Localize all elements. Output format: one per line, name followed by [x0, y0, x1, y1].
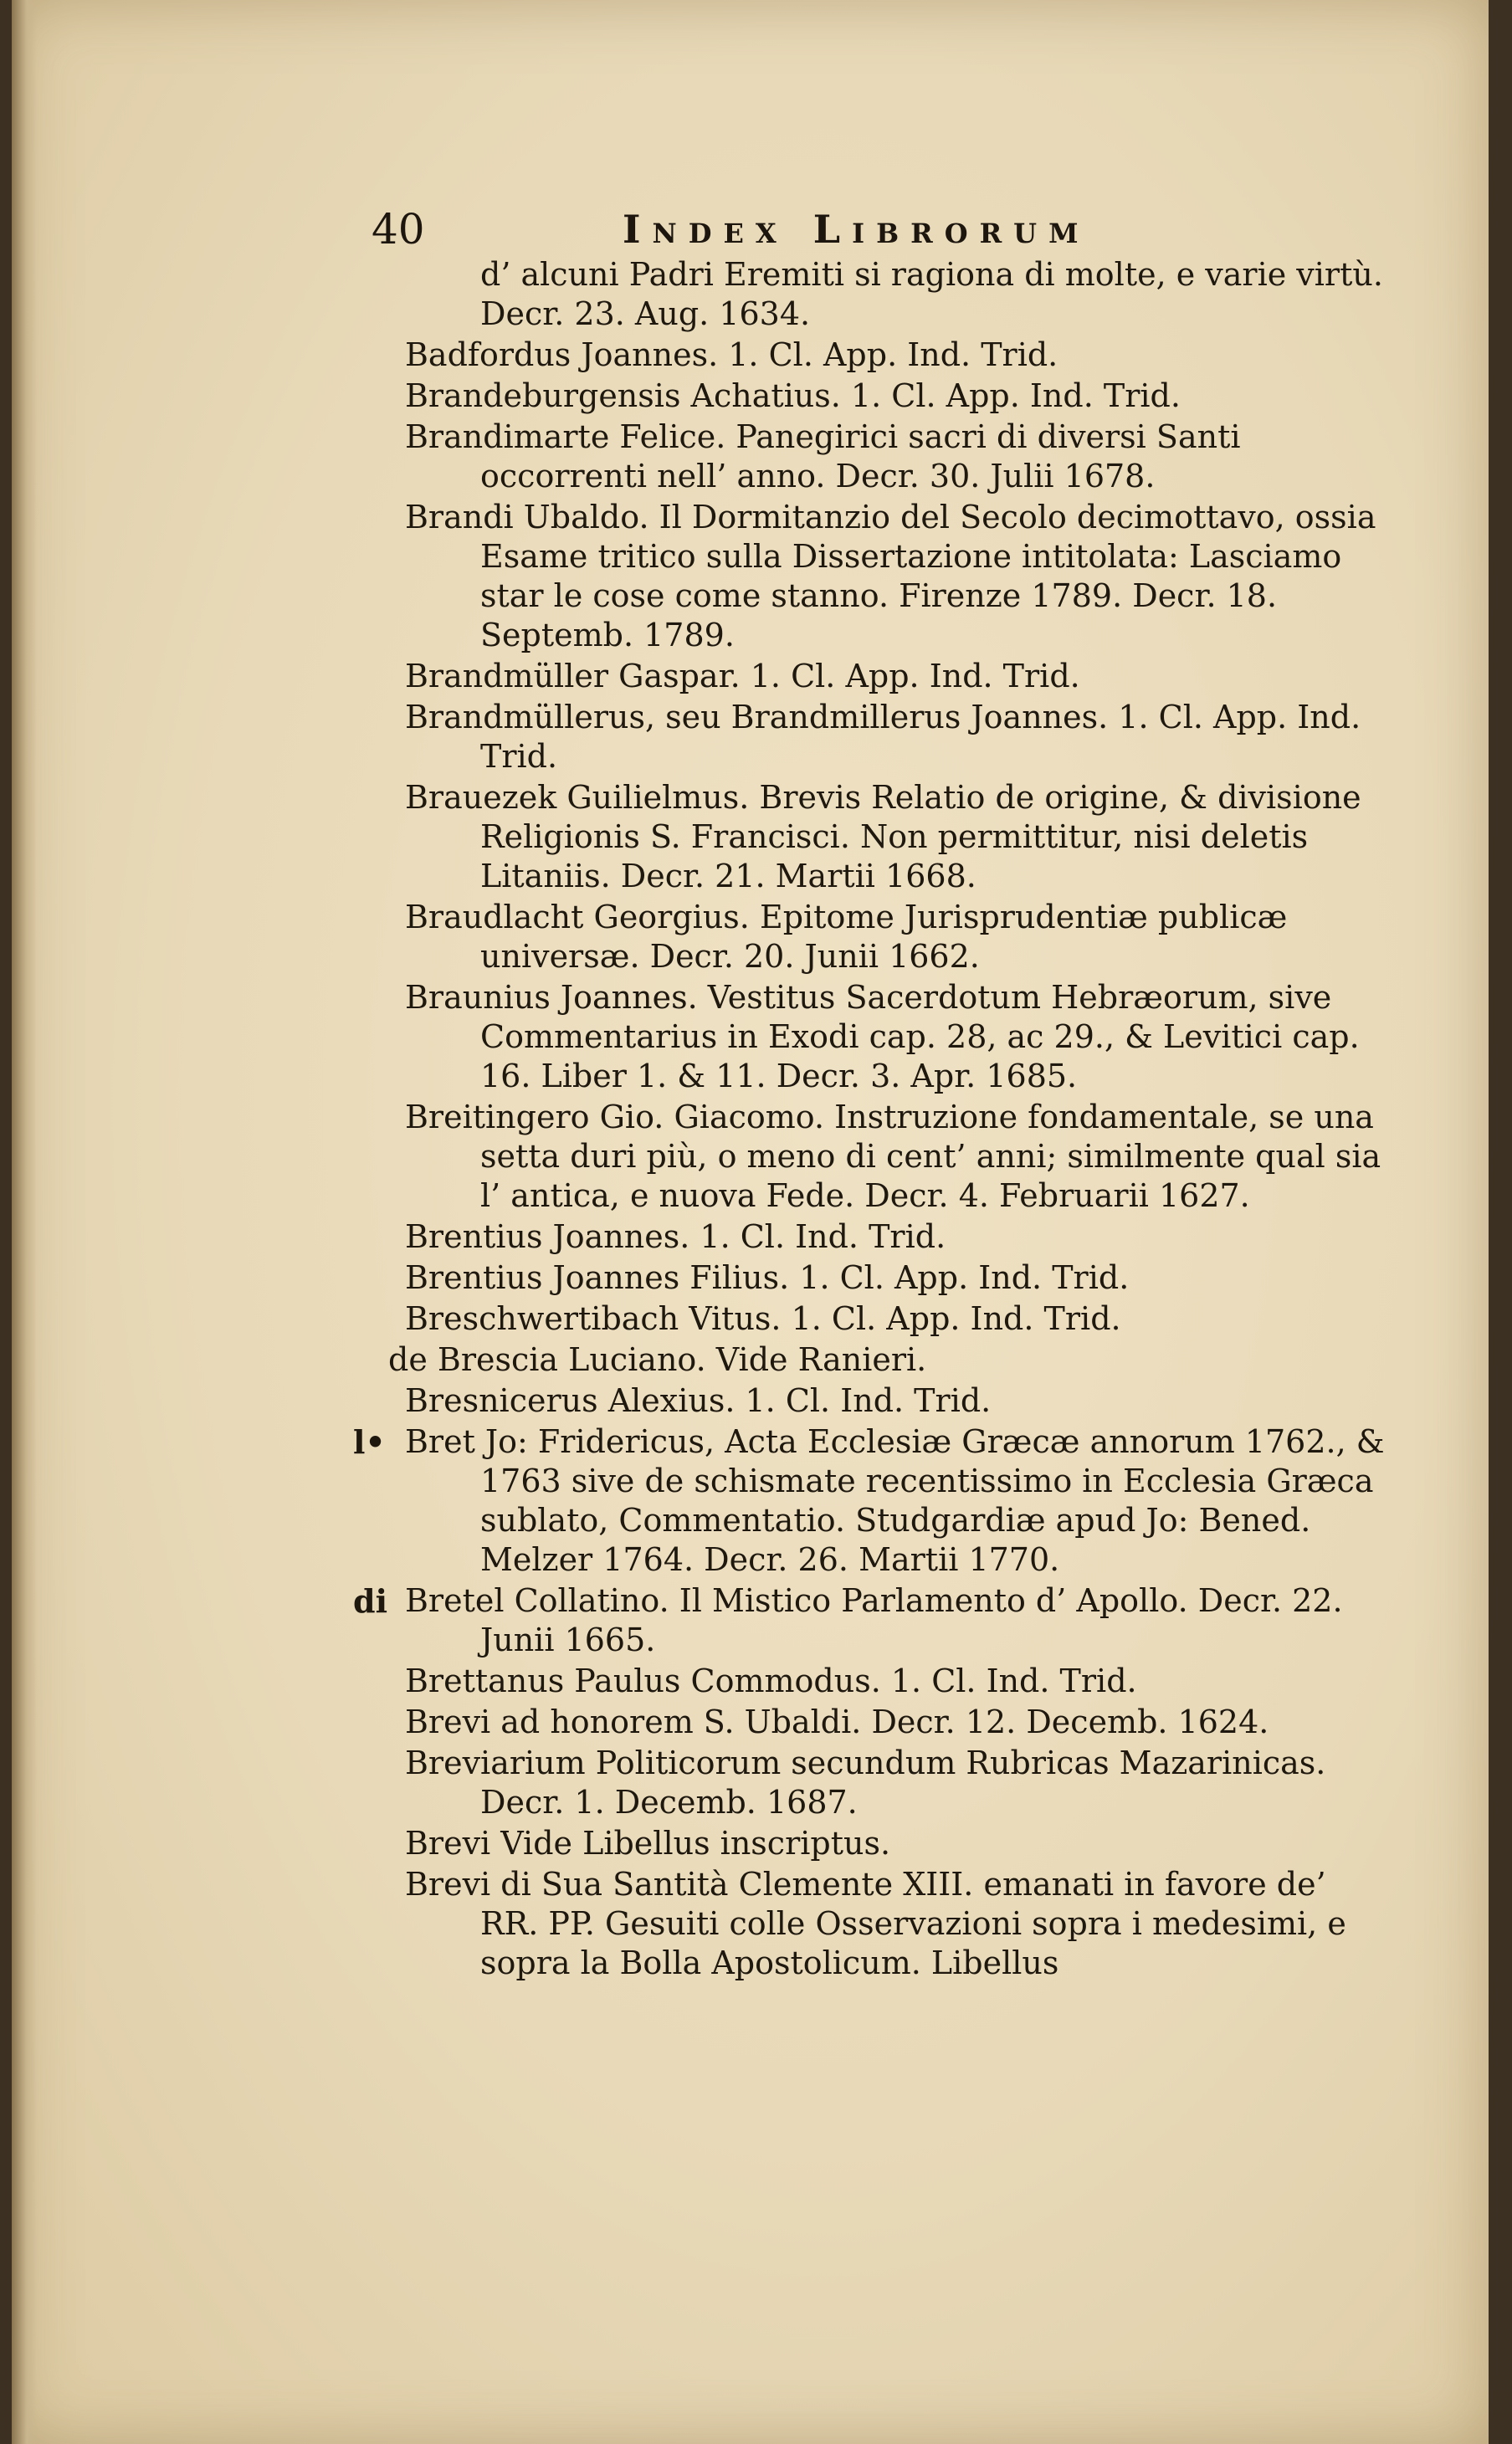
index-entry	[355, 657, 1392, 696]
index-entry	[355, 255, 1392, 334]
index-entry	[355, 778, 1392, 896]
entry-text: Breviarium Politicorum secundum Rubricas Mazarinicas. Decr. 1. Decemb. 1687.	[405, 1745, 1326, 1821]
entry-text: Brandimarte Felice. Panegirici sacri di diversi Santi occorrenti nell’ anno. Decr. 30. Julii 1678.	[405, 418, 1241, 494]
index-entry	[355, 1581, 1392, 1660]
index-entry	[355, 1258, 1392, 1298]
running-title: Index Librorum	[623, 207, 1090, 252]
entry-text: Brandeburgensis Achatius. 1. Cl. App. Ind. Trid.	[405, 377, 1181, 414]
index-entry	[355, 1865, 1392, 1983]
index-entry	[355, 377, 1392, 416]
index-entry	[355, 336, 1392, 375]
index-entries	[355, 255, 1392, 2397]
entry-text: Brandmüller Gaspar. 1. Cl. App. Ind. Trid.	[405, 658, 1080, 694]
margin-annotation: l•	[353, 1423, 386, 1461]
index-entry	[355, 1098, 1392, 1216]
entry-text: Brandi Ubaldo. Il Dormitanzio del Secolo decimottavo, ossia Esame tritico sulla Dissertazione intitolata: Lasciamo star le cose come stanno. Firenze 1789. Decr. 18. Septemb. 1789.	[405, 499, 1376, 653]
entry-text: Brevi di Sua Santità Clemente XIII. emanati in favore de’ RR. PP. Gesuiti colle Osservazioni sopra i medesimi, e sopra la Bolla Apostolicum. Libellus	[405, 1866, 1346, 1981]
index-entry	[355, 1744, 1392, 1822]
index-entry	[355, 418, 1392, 496]
index-entry	[355, 1703, 1392, 1742]
index-entry	[355, 1422, 1392, 1580]
page-number: 40	[372, 205, 425, 254]
entry-text: Brevi ad honorem S. Ubaldi. Decr. 12. Decemb. 1624.	[405, 1704, 1269, 1740]
index-entry	[355, 498, 1392, 655]
book-spine-shadow	[12, 0, 37, 2444]
entry-text: Braunius Joannes. Vestitus Sacerdotum Hebræorum, sive Commentarius in Exodi cap. 28, ac 29., & Levitici cap. 16. Liber 1. & 11. Decr. 3. Apr. 1685.	[405, 979, 1360, 1094]
index-entry	[355, 1662, 1392, 1701]
entry-text: Breschwertibach Vitus. 1. Cl. App. Ind. Trid.	[405, 1300, 1121, 1337]
index-entry	[355, 1217, 1392, 1257]
entry-text: d’ alcuni Padri Eremiti si ragiona di molte, e varie virtù. Decr. 23. Aug. 1634.	[480, 256, 1383, 332]
book-page	[12, 0, 1489, 2444]
entry-text: Bretel Collatino. Il Mistico Parlamento d’ Apollo. Decr. 22. Junii 1665.	[405, 1582, 1343, 1658]
entry-text: Badfordus Joannes. 1. Cl. App. Ind. Trid.	[405, 336, 1058, 373]
index-entry	[355, 1340, 1392, 1380]
entry-text: Brevi Vide Libellus inscriptus.	[405, 1825, 891, 1862]
index-entry	[355, 1381, 1392, 1421]
index-entry	[355, 1299, 1392, 1339]
index-entry	[355, 1824, 1392, 1863]
entry-text: Brettanus Paulus Commodus. 1. Cl. Ind. Trid.	[405, 1663, 1137, 1699]
index-entry	[355, 698, 1392, 776]
entry-text: Brauezek Guilielmus. Brevis Relatio de origine, & divisione Religionis S. Francisci. Non permittitur, nisi deletis Litaniis. Decr. 21. Martii 1668.	[405, 779, 1361, 894]
index-entry	[355, 978, 1392, 1096]
entry-text: de Brescia Luciano. Vide Ranieri.	[388, 1341, 927, 1378]
index-entry	[355, 898, 1392, 976]
margin-annotation: di	[353, 1582, 388, 1620]
entry-text: Bresnicerus Alexius. 1. Cl. Ind. Trid.	[405, 1382, 992, 1419]
entry-text: Brandmüllerus, seu Brandmillerus Joannes. 1. Cl. App. Ind. Trid.	[405, 699, 1361, 775]
entry-text: Braudlacht Georgius. Epitome Jurisprudentiæ publicæ universæ. Decr. 20. Junii 1662.	[405, 899, 1288, 975]
entry-text: Bret Jo: Fridericus, Acta Ecclesiæ Græcæ annorum 1762., & 1763 sive de schismate recentissimo in Ecclesia Græca sublato, Commentatio. Studgardiæ apud Jo: Bened. Melzer 1764. Decr. 26. Martii 1770.	[405, 1423, 1385, 1578]
entry-text: Brentius Joannes Filius. 1. Cl. App. Ind. Trid.	[405, 1259, 1130, 1296]
entry-text: Brentius Joannes. 1. Cl. Ind. Trid.	[405, 1218, 946, 1255]
entry-text: Breitingero Gio. Giacomo. Instruzione fondamentale, se una setta duri più, o meno di cent’ anni; similmente qual sia l’ antica, e nuova Fede. Decr. 4. Februarii 1627.	[405, 1099, 1381, 1214]
